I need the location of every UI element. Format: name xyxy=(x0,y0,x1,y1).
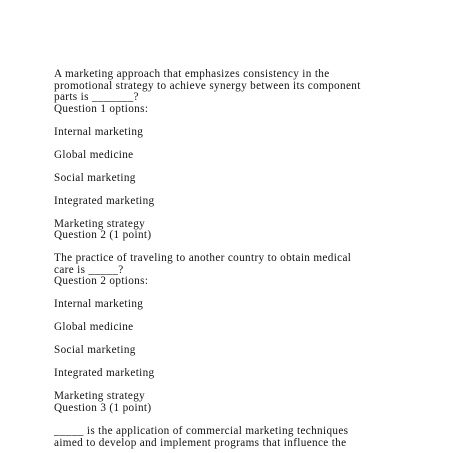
question-2-option: Integrated marketing xyxy=(54,367,155,380)
question-1-options-header: Question 1 options: xyxy=(54,102,149,115)
question-2-prompt-line: care is _____? xyxy=(54,263,124,276)
question-1-option: Global medicine xyxy=(54,148,134,161)
document-body xyxy=(54,69,414,449)
question-1-option: Marketing strategy xyxy=(54,217,146,230)
question-1-prompt-line: parts is _______? xyxy=(54,91,139,104)
question-1-option: Internal marketing xyxy=(54,125,144,138)
question-2-option: Internal marketing xyxy=(54,298,144,311)
question-3-prompt-line: aimed to develop and implement programs that influence the xyxy=(54,436,347,449)
question-2-prompt-line: The practice of traveling to another country to obtain medical xyxy=(54,252,352,265)
question-1-prompt-line: promotional strategy to achieve synergy between its component xyxy=(54,79,361,92)
question-2-options-header: Question 2 options: xyxy=(54,275,149,288)
question-1-option: Integrated marketing xyxy=(54,194,155,207)
question-1-prompt-line: A marketing approach that emphasizes consistency in the xyxy=(54,68,330,80)
question-2-header: Question 2 (1 point) xyxy=(54,229,152,242)
question-1-option: Social marketing xyxy=(54,171,136,184)
question-3-header: Question 3 (1 point) xyxy=(54,401,152,414)
question-2-option: Social marketing xyxy=(54,344,136,357)
question-2-option: Marketing strategy xyxy=(54,390,146,403)
question-3-prompt-line: _____ is the application of commercial marketing techniques xyxy=(54,424,349,437)
question-2-option: Global medicine xyxy=(54,321,134,334)
